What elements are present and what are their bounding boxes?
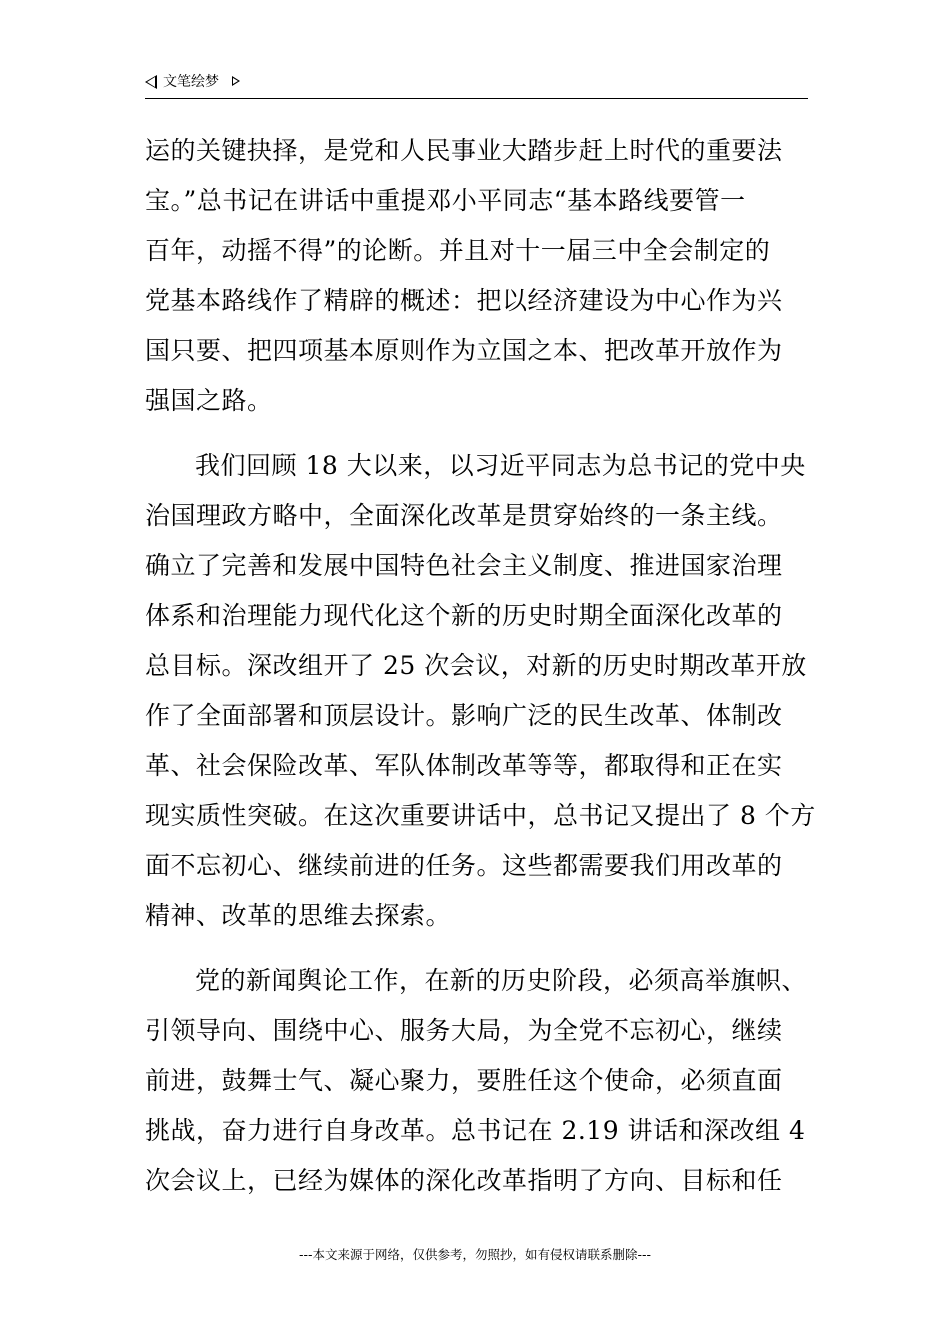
paragraph-1 <box>145 126 807 426</box>
text-line: 引领导向、围绕中心、服务大局，为全党不忘初心，继续 <box>145 1016 783 1045</box>
text-line: 确立了完善和发展中国特色社会主义制度、推进国家治理 <box>145 551 783 580</box>
document-body <box>145 126 816 1206</box>
text-line: 强国之路。 <box>145 386 273 415</box>
text-line: 治国理政方略中，全面深化改革是贯穿始终的一条主线。 <box>145 501 783 530</box>
paragraph-2 <box>145 441 816 941</box>
text-line: 精神、改革的思维去探索。 <box>145 901 452 930</box>
text-line: 党基本路线作了精辟的概述：把以经济建设为中心作为兴 <box>145 286 783 315</box>
triangle-left-icon <box>145 75 157 89</box>
footer-notice: ---本文来源于网络，仅供参考，勿照抄，如有侵权请联系删除--- <box>298 1247 652 1262</box>
text-line: 国只要、把四项基本原则作为立国之本、把改革开放作为 <box>145 336 783 365</box>
text-line: 党的新闻舆论工作，在新的历史阶段，必须高举旗帜、 <box>195 966 808 995</box>
page-header <box>145 72 808 99</box>
header-title: 文笔绘梦 <box>163 74 219 90</box>
text-line: 百年，动摇不得”的论断。并且对十一届三中全会制定的 <box>145 236 771 265</box>
text-line: 运的关键抉择，是党和人民事业大踏步赶上时代的重要法 <box>145 136 783 165</box>
text-line: 革、社会保险改革、军队体制改革等等，都取得和正在实 <box>145 751 783 780</box>
text-line: 体系和治理能力现代化这个新的历史时期全面深化改革的 <box>145 601 783 630</box>
text-line: 宝。”总书记在讲话中重提邓小平同志“基本路线要管一 <box>145 186 746 215</box>
text-line: 挑战，奋力进行自身改革。总书记在 2.19 讲话和深改组 4 <box>145 1116 806 1145</box>
text-line: 我们回顾 18 大以来，以习近平同志为总书记的党中央 <box>195 451 806 480</box>
text-line: 前进，鼓舞士气、凝心聚力，要胜任这个使命，必须直面 <box>145 1066 783 1095</box>
text-line: 次会议上，已经为媒体的深化改革指明了方向、目标和任 <box>145 1166 783 1195</box>
paragraph-3 <box>145 956 807 1206</box>
text-line: 现实质性突破。在这次重要讲话中，总书记又提出了 8 个方 <box>145 801 816 830</box>
text-line: 总目标。深改组开了 25 次会议，对新的历史时期改革开放 <box>145 651 807 680</box>
text-line: 作了全面部署和顶层设计。影响广泛的民生改革、体制改 <box>145 701 783 730</box>
text-line: 面不忘初心、继续前进的任务。这些都需要我们用改革的 <box>145 851 783 880</box>
triangle-right-icon <box>232 76 240 86</box>
